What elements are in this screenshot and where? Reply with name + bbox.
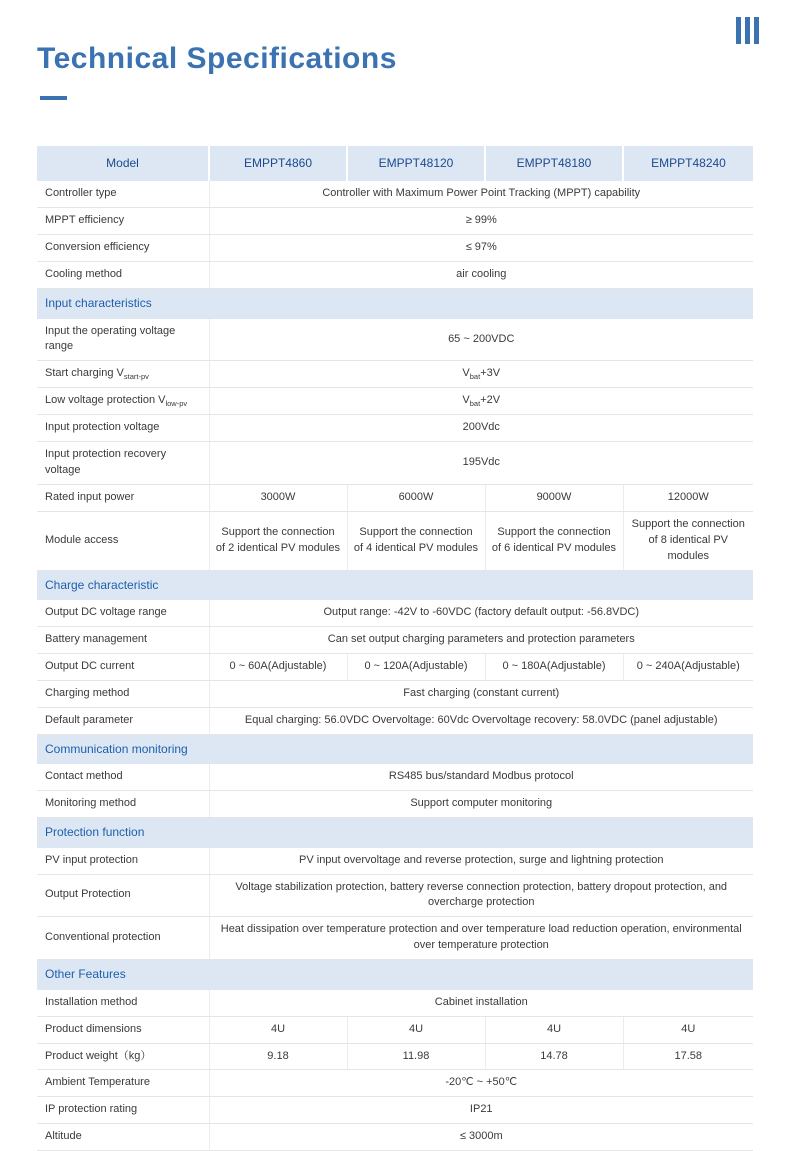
model-header-row: [37, 146, 753, 181]
section-header: Input characteristics: [37, 289, 753, 319]
spec-label-cell: Output Protection: [37, 874, 209, 917]
spec-label-cell: Product weight（kg）: [37, 1043, 209, 1070]
section-header-row: [37, 818, 753, 848]
spec-value-cell: Can set output charging parameters and protection parameters: [209, 627, 753, 654]
title-dash: [40, 96, 67, 100]
spec-row: [37, 1043, 753, 1070]
section-header: Other Features: [37, 960, 753, 990]
spec-label-cell: Module access: [37, 512, 209, 571]
section-header: Protection function: [37, 818, 753, 848]
spec-value-cell: Support the connection of 2 identical PV modules: [209, 512, 347, 571]
spec-value-cell: Support the connection of 8 identical PV modules: [623, 512, 753, 571]
spec-value-cell: IP21: [209, 1097, 753, 1124]
section-header-row: [37, 570, 753, 600]
spec-value-cell: $V_{bat}+2V$: [209, 388, 753, 415]
spec-value-cell: 12000W: [623, 485, 753, 512]
spec-value-cell: 6000W: [347, 485, 485, 512]
spec-value-cell: 65 ~ 200VDC: [209, 319, 753, 361]
section-header-row: [37, 960, 753, 990]
spec-label-cell: Ambient Temperature: [37, 1070, 209, 1097]
spec-label-cell: Charging method: [37, 681, 209, 708]
spec-label-cell: Altitude: [37, 1124, 209, 1151]
spec-value-cell: air cooling: [209, 262, 753, 289]
spec-label-cell: Low voltage protection $V_{low-pv}$: [37, 388, 209, 415]
spec-row: [37, 208, 753, 235]
spec-value-cell: Support the connection of 4 identical PV modules: [347, 512, 485, 571]
spec-row: [37, 1070, 753, 1097]
spec-row: [37, 512, 753, 571]
spec-label-cell: PV input protection: [37, 848, 209, 874]
spec-label-cell: Contact method: [37, 764, 209, 790]
three-vertical-bars-icon: [736, 17, 759, 44]
bar-glyph: [736, 17, 741, 44]
spec-value-cell: Support computer monitoring: [209, 791, 753, 818]
spec-value-cell: RS485 bus/standard Modbus protocol: [209, 764, 753, 790]
spec-row: [37, 319, 753, 361]
spec-value-cell: ≤ 3000m: [209, 1124, 753, 1151]
spec-value-cell: 14.78: [485, 1043, 623, 1070]
section-header-row: [37, 289, 753, 319]
spec-row: [37, 654, 753, 681]
spec-value-cell: ≤ 97%: [209, 235, 753, 262]
spec-value-cell: 0 ~ 120A(Adjustable): [347, 654, 485, 681]
spec-value-cell: Equal charging: 56.0VDC Overvoltage: 60Vdc Overvoltage recovery: 58.0VDC (panel adjustable): [209, 707, 753, 734]
spec-row: [37, 600, 753, 626]
spec-label-cell: Battery management: [37, 627, 209, 654]
spec-label-cell: Input protection recovery voltage: [37, 442, 209, 485]
spec-value-cell: 4U: [347, 1016, 485, 1043]
spec-value-cell: 195Vdc: [209, 442, 753, 485]
spec-value-cell: 200Vdc: [209, 415, 753, 442]
spec-label-cell: Cooling method: [37, 262, 209, 289]
spec-value-cell: 4U: [623, 1016, 753, 1043]
spec-table: [37, 146, 753, 1151]
spec-row: [37, 181, 753, 207]
spec-label-cell: IP protection rating: [37, 1097, 209, 1124]
spec-value-cell: 9.18: [209, 1043, 347, 1070]
spec-value-cell: 17.58: [623, 1043, 753, 1070]
spec-value-cell: 0 ~ 60A(Adjustable): [209, 654, 347, 681]
spec-value-cell: Heat dissipation over temperature protection and over temperature load reduction operation, environmental over temperature protection: [209, 917, 753, 960]
spec-label-cell: Conventional protection: [37, 917, 209, 960]
spec-row: [37, 874, 753, 917]
spec-row: [37, 627, 753, 654]
spec-value-cell: 0 ~ 240A(Adjustable): [623, 654, 753, 681]
spec-label-cell: Installation method: [37, 990, 209, 1016]
section-header: Charge characteristic: [37, 570, 753, 600]
spec-value-cell: PV input overvoltage and reverse protection, surge and lightning protection: [209, 848, 753, 874]
spec-value-cell: 9000W: [485, 485, 623, 512]
page-title: Technical Specifications: [37, 42, 397, 75]
spec-value-cell: Output range: -42V to -60VDC (factory default output: -56.8VDC): [209, 600, 753, 626]
spec-row: [37, 707, 753, 734]
spec-row: [37, 235, 753, 262]
spec-label-cell: Rated input power: [37, 485, 209, 512]
spec-row: [37, 681, 753, 708]
spec-value-cell: $V_{bat}+3V$: [209, 361, 753, 388]
spec-label-cell: Controller type: [37, 181, 209, 207]
bar-glyph: [745, 17, 750, 44]
spec-row: [37, 262, 753, 289]
spec-value-cell: 4U: [485, 1016, 623, 1043]
spec-label-cell: Start charging $V_{start-pv}$: [37, 361, 209, 388]
spec-value-cell: -20℃ ~ +50℃: [209, 1070, 753, 1097]
spec-row: [37, 388, 753, 415]
spec-label-cell: Conversion efficiency: [37, 235, 209, 262]
spec-row: [37, 791, 753, 818]
spec-row: [37, 990, 753, 1016]
spec-label-cell: MPPT efficiency: [37, 208, 209, 235]
spec-value-cell: Cabinet installation: [209, 990, 753, 1016]
spec-label-cell: Output DC voltage range: [37, 600, 209, 626]
spec-value-cell: 0 ~ 180A(Adjustable): [485, 654, 623, 681]
spec-label-cell: Input the operating voltage range: [37, 319, 209, 361]
spec-value-cell: 11.98: [347, 1043, 485, 1070]
spec-row: [37, 917, 753, 960]
spec-label-cell: Default parameter: [37, 707, 209, 734]
spec-value-cell: Fast charging (constant current): [209, 681, 753, 708]
spec-row: [37, 1016, 753, 1043]
spec-row: [37, 1097, 753, 1124]
spec-value-cell: 3000W: [209, 485, 347, 512]
spec-label-cell: Product dimensions: [37, 1016, 209, 1043]
spec-value-cell: Voltage stabilization protection, battery reverse connection protection, battery dropout protection, and overcharge protection: [209, 874, 753, 917]
spec-value-cell: 4U: [209, 1016, 347, 1043]
model-name-cell: EMPPT48180: [485, 146, 623, 181]
section-header-row: [37, 734, 753, 764]
model-name-cell: EMPPT48240: [623, 146, 753, 181]
spec-row: [37, 764, 753, 790]
spec-row: [37, 485, 753, 512]
spec-row: [37, 442, 753, 485]
spec-value-cell: ≥ 99%: [209, 208, 753, 235]
spec-label-cell: Input protection voltage: [37, 415, 209, 442]
spec-label-cell: Monitoring method: [37, 791, 209, 818]
spec-value-cell: Controller with Maximum Power Point Tracking (MPPT) capability: [209, 181, 753, 207]
model-name-cell: EMPPT48120: [347, 146, 485, 181]
model-name-cell: EMPPT4860: [209, 146, 347, 181]
spec-row: [37, 415, 753, 442]
spec-value-cell: Support the connection of 6 identical PV modules: [485, 512, 623, 571]
bar-glyph: [754, 17, 759, 44]
spec-row: [37, 1124, 753, 1151]
spec-row: [37, 361, 753, 388]
section-header: Communication monitoring: [37, 734, 753, 764]
spec-row: [37, 848, 753, 874]
model-header-cell: Model: [37, 146, 209, 181]
spec-label-cell: Output DC current: [37, 654, 209, 681]
